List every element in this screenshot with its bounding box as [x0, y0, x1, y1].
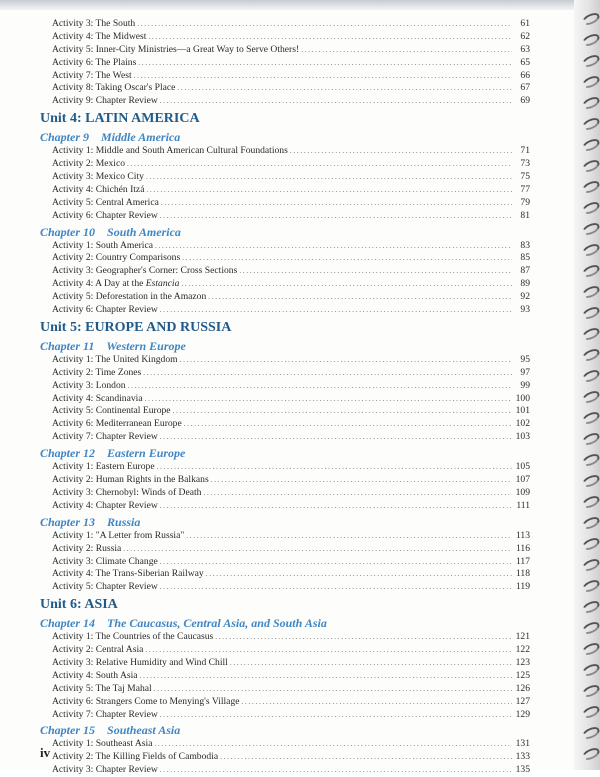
- binding-coil: [581, 683, 600, 700]
- toc-entry: [40, 95, 530, 108]
- entry-title-text: Activity 3: Chernobyl: Winds of Death: [52, 486, 202, 498]
- entry-title-text: Activity 3: Mexico City: [52, 171, 144, 183]
- entry-title-text: Activity 6: Strangers Come to Menying's Village: [52, 695, 240, 707]
- entry-title-text: Activity 3: London: [52, 379, 126, 391]
- entry-page-number: 129: [515, 708, 530, 720]
- toc-entry: [40, 278, 530, 291]
- dot-leader: [148, 31, 512, 44]
- toc-entry: [40, 367, 530, 380]
- entry-title-text: Activity 4: Scandinavia: [52, 392, 143, 404]
- entry-title: [52, 367, 141, 380]
- dot-leader: [242, 696, 513, 709]
- binding-coil: [581, 641, 600, 658]
- toc-entry: [40, 644, 530, 657]
- dot-leader: [154, 738, 512, 751]
- toc-entry: [40, 631, 530, 644]
- toc-entry: [40, 393, 530, 406]
- toc-entry: [40, 57, 530, 70]
- toc-entry: [40, 380, 530, 393]
- toc-entry: [40, 474, 530, 487]
- dot-leader: [155, 240, 512, 253]
- toc-entry: [40, 461, 530, 474]
- dot-leader: [160, 581, 512, 594]
- binding-coil: [581, 32, 600, 49]
- toc-entry: [40, 568, 530, 581]
- entry-page-number: 122: [515, 644, 530, 656]
- entry-title: [52, 418, 182, 431]
- chapter-number: Chapter 12: [40, 446, 96, 461]
- dot-leader: [137, 18, 512, 31]
- entry-page-number: 75: [520, 171, 530, 183]
- dot-leader: [134, 70, 512, 83]
- entry-title: [52, 751, 218, 764]
- binding-coil: [581, 179, 600, 196]
- entry-page-number: 79: [520, 196, 530, 208]
- entry-title: [52, 431, 158, 444]
- entry-title-text: Activity 4: A Day at the: [52, 278, 146, 290]
- toc-entry: [40, 657, 530, 670]
- binding-coil: [581, 116, 600, 133]
- entry-title: [52, 500, 158, 513]
- toc-entry: [40, 354, 530, 367]
- chapter-number: Chapter 13: [40, 514, 96, 529]
- toc-entry: [40, 543, 530, 556]
- entry-title-text: Activity 2: The Killing Fields of Cambodia: [52, 751, 219, 763]
- entry-page-number: 66: [520, 69, 530, 81]
- entry-title: [52, 393, 143, 406]
- chapter-heading: [40, 615, 530, 631]
- entry-page-number: 65: [520, 56, 530, 68]
- binding-coil: [581, 473, 600, 490]
- entry-title: [52, 278, 179, 291]
- entry-title-text: Activity 7: The West: [52, 69, 132, 81]
- toc-entry: [40, 304, 530, 317]
- toc-entry: [40, 764, 530, 777]
- toc-entry: [40, 18, 530, 31]
- dot-leader: [140, 670, 512, 683]
- dot-leader: [239, 265, 512, 278]
- dot-leader: [186, 530, 512, 543]
- entry-page-number: 85: [520, 252, 530, 264]
- binding-coil: [581, 158, 600, 175]
- chapter-heading: [40, 722, 530, 738]
- entry-page-number: 135: [515, 764, 530, 776]
- chapter-heading: [40, 514, 530, 530]
- dot-leader: [160, 95, 512, 108]
- entry-page-number: 69: [520, 95, 530, 107]
- entry-page-number: 119: [515, 581, 530, 593]
- toc-entry: [40, 31, 530, 44]
- entry-title-text: Activity 5: Deforestation in the Amazon: [52, 291, 207, 303]
- binding-coil: [581, 389, 600, 406]
- binding-coil: [581, 494, 600, 511]
- dot-leader: [211, 474, 512, 487]
- binding-coil: [581, 662, 600, 679]
- entry-title-text: Activity 6: The Plains: [52, 56, 137, 68]
- entry-page-number: 133: [515, 751, 530, 763]
- binding-coil: [581, 620, 600, 637]
- toc-entry: [40, 145, 530, 158]
- unit-heading: Unit 4: LATIN AMERICA: [40, 111, 200, 127]
- dot-leader: [206, 568, 512, 581]
- entry-page-number: 99: [520, 379, 530, 391]
- toc-entry: [40, 581, 530, 594]
- entry-page-number: 102: [515, 418, 530, 430]
- entry-title: [52, 158, 125, 171]
- binding-coil: [581, 221, 600, 238]
- dot-leader: [161, 197, 512, 210]
- dot-leader: [230, 657, 512, 670]
- entry-page-number: 95: [520, 353, 530, 365]
- toc-entry: [40, 44, 530, 57]
- toc-entry: [40, 70, 530, 83]
- unit-heading: Unit 5: EUROPE AND RUSSIA: [40, 319, 232, 335]
- entry-title: [52, 95, 158, 108]
- binding-coil: [581, 725, 600, 742]
- dot-leader: [160, 556, 512, 569]
- entry-title: [52, 240, 153, 253]
- dot-leader: [160, 431, 512, 444]
- binding-coil: [581, 263, 600, 280]
- dot-leader: [143, 367, 512, 380]
- dot-leader: [157, 461, 512, 474]
- binding-coil: [581, 746, 600, 763]
- entry-title: [52, 543, 121, 556]
- entry-page-number: 101: [515, 405, 530, 417]
- entry-title-text: Activity 2: Russia: [52, 542, 122, 554]
- chapter-name: Southeast Asia: [107, 723, 181, 738]
- entry-title-text: Activity 3: The South: [52, 18, 136, 29]
- toc-entry: [40, 709, 530, 722]
- toc-entry: [40, 252, 530, 265]
- entry-title: [52, 291, 206, 304]
- dot-leader: [160, 304, 512, 317]
- entry-title: [52, 405, 171, 418]
- entry-title: [52, 644, 143, 657]
- binding-coil: [581, 326, 600, 343]
- binding-coil: [581, 200, 600, 217]
- entry-page-number: 111: [516, 499, 530, 511]
- toc-entry: [40, 751, 530, 764]
- binding-coil: [581, 536, 600, 553]
- binding-coil: [581, 557, 600, 574]
- entry-title-text: Activity 1: Southeast Asia: [52, 738, 153, 750]
- toc-entry: [40, 530, 530, 543]
- entry-title-text: Activity 1: Eastern Europe: [52, 461, 155, 473]
- entry-title: [52, 670, 138, 683]
- chapter-number: Chapter 15: [40, 723, 96, 738]
- binding-coil: [581, 704, 600, 721]
- entry-page-number: 100: [515, 392, 530, 404]
- table-of-contents: [40, 18, 530, 777]
- entry-title-text: Activity 1: The Countries of the Caucasus: [52, 631, 214, 643]
- dot-leader: [154, 683, 512, 696]
- toc-entry: [40, 487, 530, 500]
- entry-title: [52, 184, 144, 197]
- entry-title-text: Activity 4: The Midwest: [52, 30, 147, 42]
- binding-coil: [581, 137, 600, 154]
- dot-leader: [215, 631, 512, 644]
- entry-title-text: Activity 4: The Trans-Siberian Railway: [52, 568, 204, 580]
- binding-coil: [581, 74, 600, 91]
- entry-page-number: 93: [520, 304, 530, 316]
- binding-coil: [581, 515, 600, 532]
- toc-entry: [40, 184, 530, 197]
- binding-coil: [581, 410, 600, 427]
- dot-leader: [181, 278, 512, 291]
- entry-title: [52, 252, 180, 265]
- entry-title: [52, 31, 146, 44]
- page-top-edge: [0, 0, 600, 10]
- chapter-number: Chapter 9: [40, 130, 90, 145]
- entry-title-text: Activity 1: "A Letter from Russia": [52, 529, 185, 541]
- entry-title-italic: Estancia: [145, 278, 180, 290]
- entry-page-number: 105: [515, 461, 530, 473]
- entry-title: [52, 380, 126, 393]
- entry-title-text: Activity 3: Relative Humidity and Wind Chill: [52, 656, 228, 668]
- entry-page-number: 113: [515, 529, 530, 541]
- entry-page-number: 62: [520, 30, 530, 42]
- chapter-number: Chapter 11: [40, 338, 95, 353]
- toc-entry: [40, 82, 530, 95]
- dot-leader: [128, 380, 512, 393]
- entry-title-text: Activity 3: Climate Change: [52, 555, 158, 567]
- entry-title-text: Activity 6: Chapter Review: [52, 304, 158, 316]
- dot-leader: [301, 44, 512, 57]
- entry-page-number: 61: [520, 18, 530, 29]
- entry-page-number: 89: [520, 278, 530, 290]
- entry-title: [52, 631, 213, 644]
- toc-entry: [40, 418, 530, 431]
- entry-title: [52, 461, 155, 474]
- binding-coil: [581, 368, 600, 385]
- entry-title: [52, 474, 209, 487]
- entry-title: [52, 738, 152, 751]
- entry-title-text: Activity 5: Chapter Review: [52, 581, 158, 593]
- entry-title-text: Activity 7: Chapter Review: [52, 708, 158, 720]
- entry-title-text: Activity 2: Human Rights in the Balkans: [52, 474, 209, 486]
- entry-title: [52, 70, 132, 83]
- entry-title: [52, 581, 158, 594]
- entry-title-text: Activity 4: Chichén Itzá: [52, 183, 145, 195]
- binding-coil: [581, 305, 600, 322]
- chapter-number: Chapter 10: [40, 224, 96, 239]
- entry-title-text: Activity 5: Inner-City Ministries—a Great Way to Serve Others!: [52, 43, 300, 55]
- entry-title: [52, 530, 184, 543]
- entry-title-text: Activity 5: Continental Europe: [52, 405, 171, 417]
- binding-coil: [581, 347, 600, 364]
- toc-entry: [40, 197, 530, 210]
- entry-title: [52, 487, 201, 500]
- entry-page-number: 73: [520, 158, 530, 170]
- dot-leader: [220, 751, 512, 764]
- entry-page-number: 67: [520, 82, 530, 94]
- chapter-heading: [40, 445, 530, 461]
- toc-entry: [40, 240, 530, 253]
- binding-coil: [581, 599, 600, 616]
- dot-leader: [203, 487, 512, 500]
- dot-leader: [145, 644, 512, 657]
- chapter-number: Chapter 14: [40, 616, 96, 631]
- chapter-name: Middle America: [101, 130, 181, 145]
- entry-page-number: 109: [515, 486, 530, 498]
- entry-page-number: 116: [515, 542, 530, 554]
- binding-coil: [581, 11, 600, 28]
- toc-entry: [40, 738, 530, 751]
- dot-leader: [290, 145, 512, 158]
- dot-leader: [180, 354, 512, 367]
- entry-page-number: 121: [515, 631, 530, 643]
- dot-leader: [160, 709, 512, 722]
- entry-title-text: Activity 1: Middle and South American Cultural Foundations: [52, 145, 288, 157]
- entry-title-text: Activity 9: Chapter Review: [52, 95, 158, 107]
- entry-title-text: Activity 2: Time Zones: [52, 366, 142, 378]
- entry-page-number: 117: [515, 555, 530, 567]
- binding-coil: [581, 95, 600, 112]
- binding-coil: [581, 578, 600, 595]
- chapter-name: Western Europe: [106, 338, 186, 353]
- toc-entry: [40, 171, 530, 184]
- dot-leader: [182, 252, 512, 265]
- chapter-name: Eastern Europe: [107, 446, 186, 461]
- entry-title: [52, 764, 158, 777]
- entry-title-text: Activity 5: The Taj Mahal: [52, 682, 152, 694]
- entry-title-text: Activity 2: Country Comparisons: [52, 252, 181, 264]
- entry-title-text: Activity 1: The United Kingdom: [52, 353, 178, 365]
- entry-title: [52, 171, 144, 184]
- chapter-heading: [40, 224, 530, 240]
- dot-leader: [138, 57, 512, 70]
- entry-title: [52, 683, 152, 696]
- dot-leader: [160, 764, 512, 777]
- entry-title-text: Activity 1: South America: [52, 239, 153, 251]
- entry-title: [52, 696, 240, 709]
- dot-leader: [123, 543, 512, 556]
- entry-title-text: Activity 2: Central Asia: [52, 644, 144, 656]
- toc-entry: [40, 556, 530, 569]
- toc-entry: [40, 291, 530, 304]
- binding-coil: [581, 284, 600, 301]
- entry-title-text: Activity 6: Chapter Review: [52, 209, 158, 221]
- entry-page-number: 63: [520, 43, 530, 55]
- binding-coil: [581, 242, 600, 259]
- entry-title-text: Activity 4: Chapter Review: [52, 499, 158, 511]
- toc-entry: [40, 158, 530, 171]
- toc-entry: [40, 683, 530, 696]
- toc-entry: [40, 696, 530, 709]
- entry-page-number: 87: [520, 265, 530, 277]
- entry-page-number: 92: [520, 291, 530, 303]
- chapter-name: South America: [107, 224, 181, 239]
- toc-entry: [40, 431, 530, 444]
- entry-page-number: 71: [520, 145, 530, 157]
- entry-title: [52, 197, 159, 210]
- chapter-name: Russia: [107, 514, 141, 529]
- entry-page-number: 127: [515, 695, 530, 707]
- dot-leader: [145, 393, 512, 406]
- dot-leader: [208, 291, 512, 304]
- entry-title: [52, 82, 175, 95]
- dot-leader: [173, 405, 512, 418]
- entry-page-number: 103: [515, 431, 530, 443]
- toc-entry: [40, 265, 530, 278]
- page-number-folio: iv: [40, 745, 51, 760]
- chapter-heading: [40, 338, 530, 354]
- binding-coil: [581, 452, 600, 469]
- dot-leader: [146, 171, 512, 184]
- dot-leader: [146, 184, 512, 197]
- binding-coil: [581, 53, 600, 70]
- entry-title: [52, 709, 158, 722]
- entry-title: [52, 145, 288, 158]
- entry-title: [52, 354, 178, 367]
- entry-title-text: Activity 5: Central America: [52, 196, 159, 208]
- entry-page-number: 81: [520, 209, 530, 221]
- dot-leader: [160, 500, 512, 513]
- entry-page-number: 107: [515, 474, 530, 486]
- entry-title: [52, 18, 135, 31]
- dot-leader: [160, 210, 512, 223]
- chapter-heading: [40, 129, 530, 145]
- dot-leader: [177, 82, 512, 95]
- dot-leader: [127, 158, 512, 171]
- toc-entry: [40, 670, 530, 683]
- entry-title-text: Activity 8: Taking Oscar's Place: [52, 82, 176, 94]
- entry-title: [52, 568, 204, 581]
- entry-page-number: 77: [520, 183, 530, 195]
- entry-title-text: Activity 7: Chapter Review: [52, 431, 158, 443]
- entry-title-text: Activity 3: Chapter Review: [52, 764, 158, 776]
- entry-title: [52, 657, 228, 670]
- entry-page-number: 123: [515, 656, 530, 668]
- entry-page-number: 83: [520, 239, 530, 251]
- entry-title-text: Activity 3: Geographer's Corner: Cross Sections: [52, 265, 238, 277]
- entry-page-number: 126: [515, 682, 530, 694]
- chapter-name: The Caucasus, Central Asia, and South Asia: [107, 616, 327, 631]
- entry-title-text: Activity 6: Mediterranean Europe: [52, 418, 182, 430]
- spiral-binding: [574, 0, 600, 770]
- entry-title: [52, 210, 158, 223]
- toc-entry: [40, 405, 530, 418]
- entry-page-number: 97: [520, 366, 530, 378]
- toc-entry: [40, 210, 530, 223]
- entry-title-text: Activity 2: Mexico: [52, 158, 126, 170]
- dot-leader: [184, 418, 512, 431]
- binding-coil: [581, 431, 600, 448]
- entry-title: [52, 57, 136, 70]
- entry-page-number: 131: [515, 738, 530, 750]
- unit-heading: Unit 6: ASIA: [40, 597, 118, 613]
- entry-title: [52, 265, 237, 278]
- entry-title: [52, 44, 299, 57]
- entry-title-text: Activity 4: South Asia: [52, 669, 138, 681]
- entry-title: [52, 556, 158, 569]
- toc-entry: [40, 500, 530, 513]
- entry-title: [52, 304, 158, 317]
- entry-page-number: 125: [515, 669, 530, 681]
- entry-page-number: 118: [515, 568, 530, 580]
